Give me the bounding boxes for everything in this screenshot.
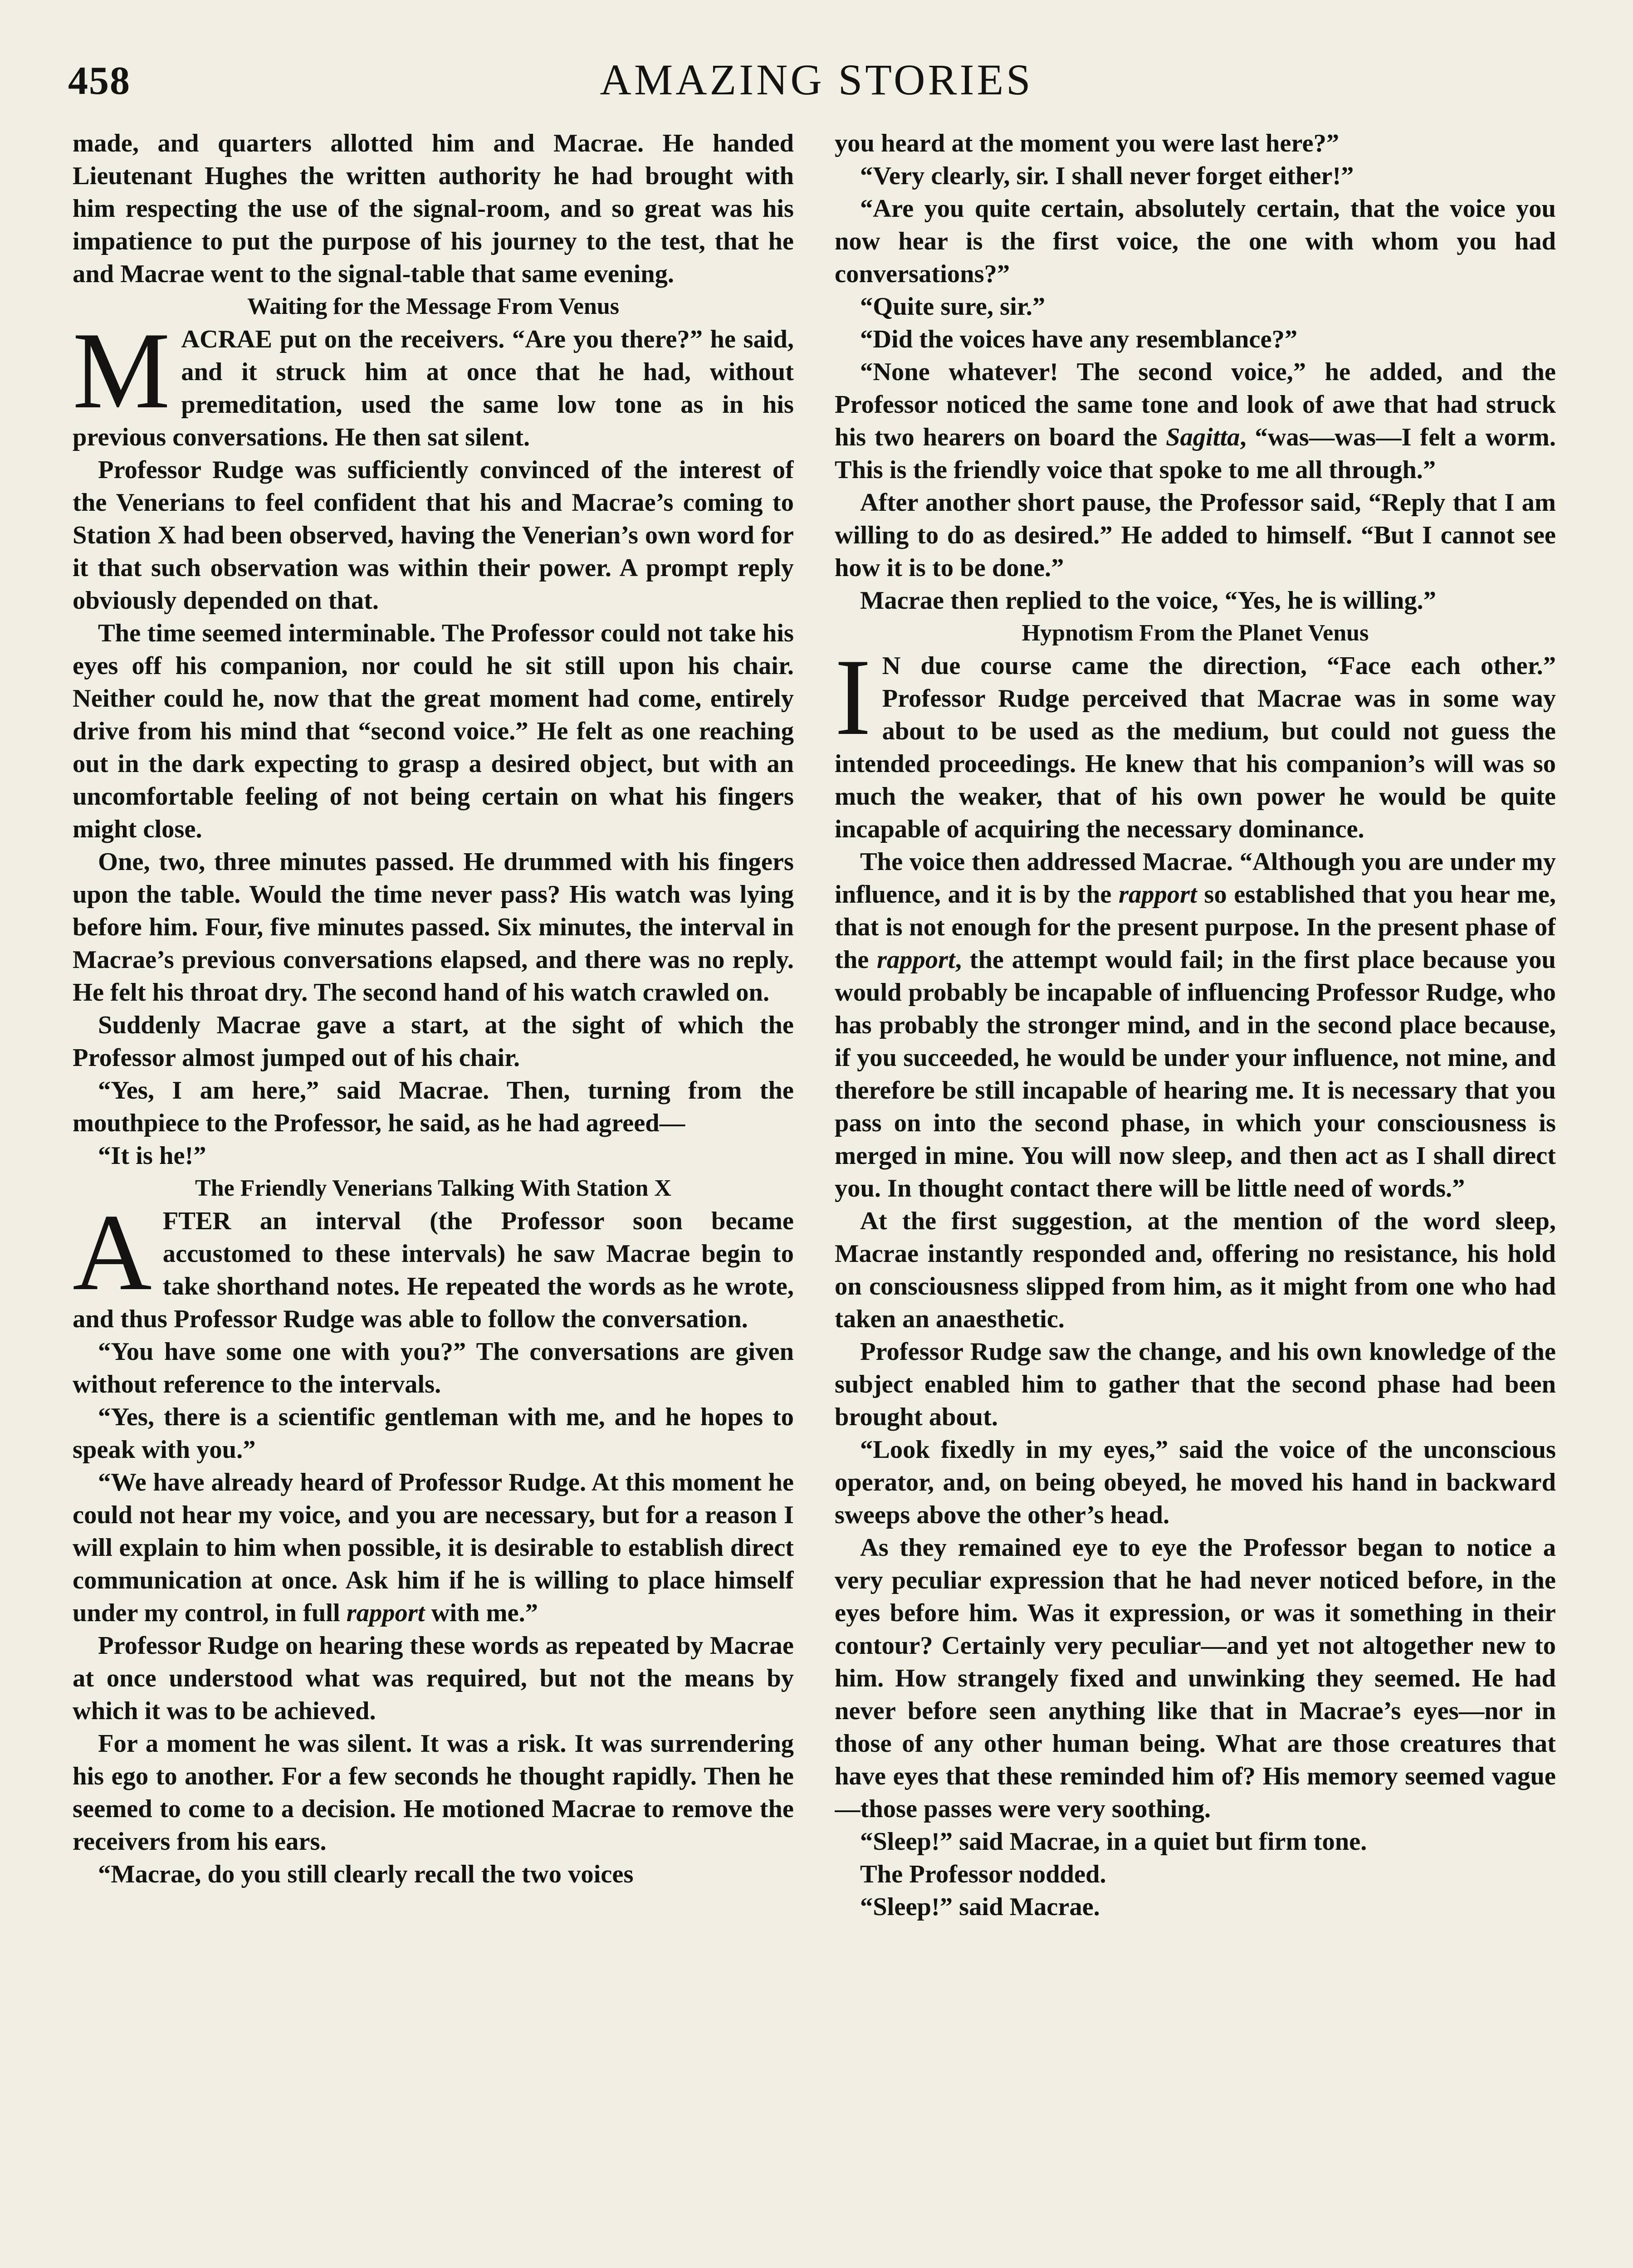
paragraph: “Did the voices have any resemblance?” (860, 325, 1298, 353)
section-heading: Hypnotism From the Planet Venus (1022, 620, 1369, 646)
paragraph: “Very clearly, sir. I shall never forget either!” (860, 162, 1354, 190)
section-heading: The Friendly Venerians Talking With Station X (195, 1175, 671, 1201)
paragraph-text: N due course came the direction, “Face each other.” Professor Rudge perceived that Macrae was in some way about to be used as the medium, but could not guess the intended proceedings. He knew that his companion’s will was so much the weaker, that of his own power he would be quite incapable of acquiring the necessary dominance. (835, 652, 1556, 843)
paragraph: “Sleep!” said Macrae. (860, 1893, 1100, 1921)
paragraph: you heard at the moment you were last here?” (835, 129, 1340, 157)
paragraph: “It is he!” (98, 1142, 206, 1170)
drop-cap: M (73, 310, 171, 431)
paragraph: Professor Rudge on hearing these words as repeated by Macrae at once understood what was required, but not the means by which it was to be achieved. (73, 1632, 794, 1725)
text-run: with me.” (425, 1599, 538, 1627)
paragraph: “Are you quite certain, absolutely certain, that the voice you now hear is the first voice, the one with whom you had conversations?” (835, 195, 1556, 288)
text-run: “None whatever! The second voice,” he added, and the Professor noticed the same tone and look of awe that had struck his two hearers on board the (835, 358, 1556, 451)
paragraph: One, two, three minutes passed. He drummed with his fingers upon the table. Would the time never pass? His watch was lying before him. Four, five minutes passed. Six minutes, the interval in Macrae’s previous conversations elapsed, and there was no reply. He felt his throat dry. The second hand of his watch crawled on. (73, 848, 794, 1007)
page-number: 458 (68, 59, 131, 103)
paragraph: “Look fixedly in my eyes,” said the voice of the unconscious operator, and, on being obeyed, he moved his hand in backward sweeps above the other’s head. (835, 1436, 1556, 1529)
paragraph: The Professor nodded. (860, 1860, 1106, 1888)
text-run: The voice then addressed Macrae. “Although you are under my influence, and it is by the (835, 848, 1556, 909)
running-head: AMAZING STORIES (600, 55, 1033, 104)
drop-cap: A (73, 1192, 152, 1313)
paragraph-dropcap (73, 310, 794, 454)
paragraph (835, 356, 1556, 486)
right-column (835, 127, 1556, 2268)
paragraph: Suddenly Macrae gave a start, at the sight of which the Professor almost jumped out of his chair. (73, 1011, 794, 1072)
text-run: , the attempt would fail; in the first place because you would probably be incapable of influencing Professor Rudge, who has probably the stronger mind, and in the second place because, if you succeeded, he would be under your influence, not mine, and therefore be still incapable of hearing me. It is necessary that you pass on into the second phase, in which your consciousness is merged in mine. You will now sleep, and then act as I shall direct you. In thought contact there will be little need of words.” (835, 946, 1556, 1202)
paragraph (73, 1466, 794, 1629)
paragraph: Professor Rudge saw the change, and his own knowledge of the subject enabled him to gather that the second phase had been brought about. (835, 1338, 1556, 1431)
paragraph: The time seemed interminable. The Professor could not take his eyes off his companion, nor could he sit still upon his chair. Neither could he, now that the great moment had come, entirely drive from his mind that “second voice.” He felt as one reaching out in the dark expecting to grasp a desired object, but with an uncomfortable feeling of not being certain on what his fingers might close. (73, 619, 794, 843)
text-run: , “was—was—I felt a worm. This is the friendly voice that spoke to me all through.” (835, 423, 1556, 484)
paragraph-dropcap (835, 636, 1556, 846)
paragraph-dropcap (73, 1192, 794, 1335)
drop-cap: I (835, 636, 871, 758)
paragraph: For a moment he was silent. It was a risk. It was surrendering his ego to another. For a few seconds he thought rapidly. Then he seemed to come to a decision. He motioned Macrae to remove the receivers from his ears. (73, 1730, 794, 1856)
italic-run: rapport (346, 1599, 425, 1627)
paragraph: At the first suggestion, at the mention of the word sleep, Macrae instantly responded and, offering no resistance, his hold on consciousness slipped from him, as it might from one who had taken an anaesthetic. (835, 1207, 1556, 1333)
left-column (73, 127, 794, 2268)
paragraph: After another short pause, the Professor said, “Reply that I am willing to do as desired.” He added to himself. “But I cannot see how it is to be done.” (835, 489, 1556, 582)
section-heading: Waiting for the Message From Venus (247, 293, 619, 319)
paragraph: “Yes, I am here,” said Macrae. Then, turning from the mouthpiece to the Professor, he said, as he had agreed— (73, 1076, 794, 1137)
text-run: “We have already heard of Professor Rudge. At this moment he could not hear my voice, and you are necessary, but for a reason I will explain to him when possible, it is desirable to establish direct communication at once. Ask him if he is willing to place himself under my control, in full (73, 1468, 794, 1627)
paragraph: made, and quarters allotted him and Macrae. He handed Lieutenant Hughes the written authority he had brought with him respecting the use of the signal-room, and so great was his impatience to put the purpose of his journey to the test, that he and Macrae went to the signal-table that same evening. (73, 129, 794, 288)
paragraph: “Yes, there is a scientific gentleman with me, and he hopes to speak with you.” (73, 1403, 794, 1464)
paragraph-text: ACRAE put on the receivers. “Are you there?” he said, and it struck him at once that he had, without premeditation, used the same low tone as in his previous conversations. He then sat silent. (73, 325, 794, 451)
paragraph: As they remained eye to eye the Professor began to notice a very peculiar expression that he had never noticed before, in the eyes before him. Was it expression, or was it something in their contour? Certainly very peculiar—and yet not altogether new to him. How strangely fixed and unwinking they seemed. He had never before seen anything like that in Macrae’s eyes—nor in those of any other human being. What are those creatures that have eyes that these reminded him of? His memory seemed vague—those passes were very soothing. (835, 1534, 1556, 1823)
italic-run: rapport (877, 946, 955, 974)
paragraph-text: FTER an interval (the Professor soon became accustomed to these intervals) he saw Macrae begin to take shorthand notes. He repeated the words as he wrote, and thus Professor Rudge was able to follow the conversation. (73, 1207, 794, 1333)
text-run: so established that you hear me, that is not enough for the present purpose. In the present phase of the (835, 880, 1556, 974)
paragraph: “Sleep!” said Macrae, in a quiet but firm tone. (860, 1828, 1367, 1856)
paragraph: Professor Rudge was sufficiently convinced of the interest of the Venerians to feel confident that his and Macrae’s coming to Station X had been observed, having the Venerian’s own word for it that such observation was within their power. A prompt reply obviously depended on that. (73, 456, 794, 615)
paragraph: “You have some one with you?” The conversations are given without reference to the intervals. (73, 1338, 794, 1398)
italic-run: rapport (1119, 880, 1197, 909)
paragraph: “Quite sure, sir.” (860, 293, 1046, 321)
paragraph: “Macrae, do you still clearly recall the two voices (98, 1860, 634, 1888)
paragraph: Macrae then replied to the voice, “Yes, he is willing.” (860, 587, 1437, 615)
paragraph (835, 846, 1556, 1205)
italic-run: Sagitta (1166, 423, 1240, 451)
